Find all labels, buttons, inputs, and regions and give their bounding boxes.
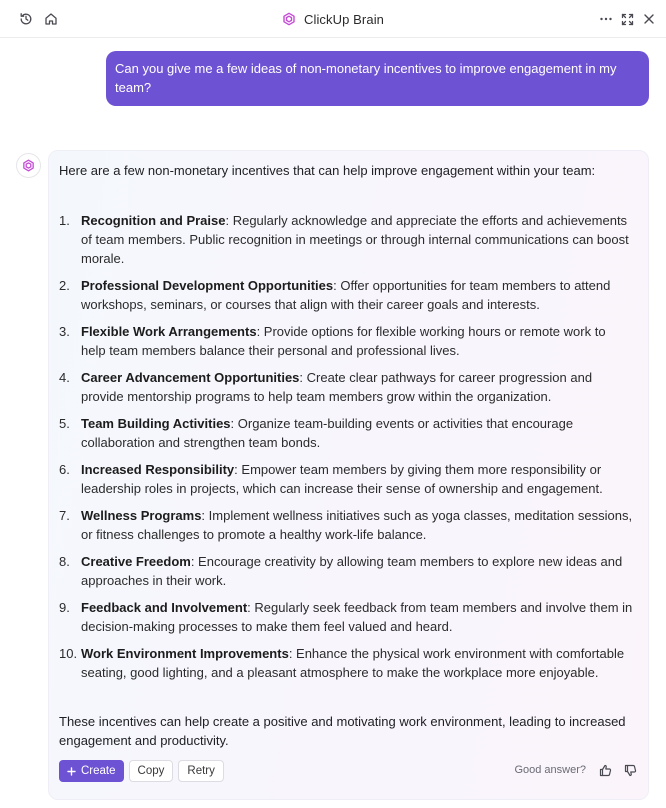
list-item-number: 2.	[59, 278, 70, 293]
thumbs-down-icon[interactable]	[622, 762, 638, 778]
list-item-text: : Implement wellness initiatives such as yoga classes, meditation sessions, or fitness challenges to promote a healthy work-life balance.	[81, 508, 633, 542]
clickup-brain-logo-icon	[282, 12, 296, 26]
create-button[interactable]	[59, 760, 124, 782]
list-item-title: Creative Freedom	[81, 554, 191, 569]
list-item-title: Recognition and Praise	[81, 213, 226, 228]
list-item-text: : Offer opportunities for team members to attend workshops, seminars, or courses that align with their career goals and interests.	[81, 278, 611, 312]
list-item-title: Flexible Work Arrangements	[81, 324, 257, 339]
list-item-title: Team Building Activities	[81, 416, 231, 431]
list-item	[49, 598, 649, 636]
history-icon[interactable]	[16, 9, 36, 29]
list-item-title: Wellness Programs	[81, 508, 202, 523]
response-outro: These incentives can help create a positive and motivating work environment, leading to increased engagement and productivity.	[59, 714, 626, 748]
list-item-text: : Enhance the physical work environment with comfortable seating, good lighting, and a pleasant atmosphere to make the workplace more enjoyable.	[81, 646, 625, 680]
list-item	[49, 322, 649, 360]
list-item	[49, 368, 649, 406]
user-message-bubble: Can you give me a few ideas of non-monetary incentives to improve engagement in my team?	[106, 51, 649, 106]
incentives-list	[49, 211, 649, 690]
list-item	[49, 644, 649, 682]
list-item-text: : Create clear pathways for career progression and provide mentorship programs to help team members grow within the organization.	[81, 370, 593, 404]
list-item-text: : Encourage creativity by allowing team members to explore new ideas and approaches in their work.	[81, 554, 623, 588]
list-item	[49, 414, 649, 452]
list-item-title: Feedback and Involvement	[81, 600, 248, 615]
list-item-number: 4.	[59, 370, 70, 385]
list-item-text: : Regularly seek feedback from team members and involve them in decision-making processes to make them feel valued and heard.	[81, 600, 633, 634]
list-item-number: 7.	[59, 508, 70, 523]
list-item-number: 6.	[59, 462, 70, 477]
list-item-text: : Empower team members by giving them more responsibility or leadership roles in projects, which can increase their sense of ownership and engagement.	[81, 462, 603, 496]
list-item	[49, 211, 649, 268]
list-item-number: 8.	[59, 554, 70, 569]
list-item-text: : Regularly acknowledge and appreciate the efforts and achievements of team members. Public recognition in meetings or through internal communications can boost morale.	[81, 213, 629, 266]
list-item-number: 5.	[59, 416, 70, 431]
list-item-number: 3.	[59, 324, 70, 339]
plus-icon	[67, 767, 76, 776]
list-item-title: Career Advancement Opportunities	[81, 370, 300, 385]
assistant-message-card	[48, 150, 649, 800]
list-item-number: 1.	[59, 213, 70, 228]
more-icon[interactable]	[596, 9, 616, 29]
feedback-group	[514, 762, 638, 778]
home-icon[interactable]	[41, 9, 61, 29]
retry-button[interactable]: Retry	[178, 760, 223, 782]
list-item-text: : Provide options for flexible working hours or remote work to help team members balance their personal and professional lives.	[81, 324, 606, 358]
list-item-title: Work Environment Improvements	[81, 646, 289, 661]
feedback-question: Good answer?	[514, 764, 586, 776]
list-item-number: 9.	[59, 600, 70, 615]
response-actions	[59, 760, 224, 782]
assistant-avatar	[16, 153, 41, 178]
list-item-number: 10.	[59, 646, 78, 661]
list-item-text: : Organize team-building events or activities that encourage collaboration and strengthen team bonds.	[81, 416, 574, 450]
response-intro: Here are a few non-monetary incentives that can help improve engagement within your team:	[59, 163, 596, 178]
header-bar	[0, 0, 666, 38]
list-item	[49, 460, 649, 498]
create-button-label: Create	[81, 765, 116, 777]
list-item	[49, 552, 649, 590]
list-item	[49, 276, 649, 314]
close-icon[interactable]	[639, 9, 659, 29]
list-item-title: Professional Development Opportunities	[81, 278, 334, 293]
clickup-brain-avatar-icon	[22, 159, 35, 172]
copy-button[interactable]: Copy	[129, 760, 174, 782]
list-item-title: Increased Responsibility	[81, 462, 235, 477]
page-title: ClickUp Brain	[303, 11, 385, 27]
expand-icon[interactable]	[617, 9, 637, 29]
list-item	[49, 506, 649, 544]
thumbs-up-icon[interactable]	[597, 762, 613, 778]
